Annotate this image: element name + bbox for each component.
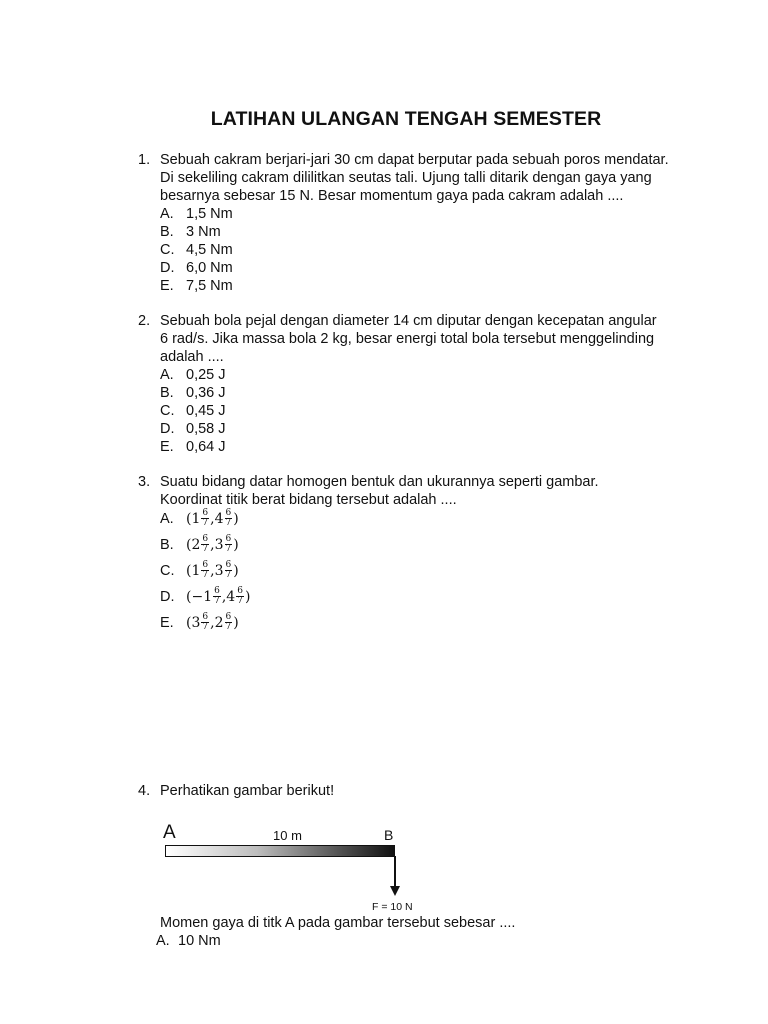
- fraction-denominator: 7: [225, 622, 232, 632]
- option-text: 0,25 J: [186, 367, 226, 383]
- fraction-denominator: 7: [202, 518, 209, 528]
- coordinate-expression: [186, 535, 239, 554]
- fraction-numerator: 6: [202, 560, 209, 570]
- open-paren: (: [186, 536, 192, 553]
- question-line: Di sekeliling cakram dililitkan seutas tali. Ujung talli ditarik dengan gaya yang: [160, 170, 652, 186]
- option-letter: A.: [160, 206, 174, 222]
- option-a[interactable]: [160, 509, 460, 535]
- option-e[interactable]: [160, 613, 460, 639]
- force-arrow-shaft: [394, 856, 396, 888]
- close-paren: ): [233, 510, 239, 527]
- question-number: 3.: [138, 474, 151, 490]
- option-text: 1,5 Nm: [186, 206, 233, 222]
- question-number: 1.: [138, 152, 151, 168]
- x-whole: 3: [191, 614, 201, 631]
- close-paren: ): [233, 562, 239, 579]
- close-paren: ): [233, 536, 239, 553]
- option-list: [160, 205, 460, 295]
- fraction-numerator: 6: [237, 586, 243, 596]
- fraction: [201, 535, 209, 554]
- fraction-numerator: 6: [214, 586, 220, 596]
- fraction-denominator: 7: [237, 596, 243, 606]
- separator: ,: [210, 614, 215, 631]
- fraction-denominator: 7: [202, 570, 209, 580]
- option-d[interactable]: [160, 420, 460, 438]
- fraction-denominator: 7: [225, 518, 232, 528]
- question-line: Koordinat titik berat bidang tersebut adalah ....: [160, 492, 457, 508]
- question-text: [160, 312, 700, 366]
- fraction: [236, 587, 244, 606]
- fraction: [225, 561, 233, 580]
- label-b: B: [384, 827, 394, 843]
- fraction: [225, 509, 233, 528]
- question-line: 6 rad/s. Jika massa bola 2 kg, besar energi total bola tersebut menggelinding: [160, 331, 655, 347]
- option-text: 0,45 J: [186, 403, 226, 419]
- label-a: A: [163, 822, 176, 843]
- question-text: Momen gaya di titk A pada gambar tersebut sebesar ....: [160, 915, 516, 931]
- option-text: 10 Nm: [178, 933, 221, 949]
- fraction-numerator: 6: [225, 560, 232, 570]
- option-letter: E.: [160, 614, 174, 631]
- option-text: 4,5 Nm: [186, 242, 233, 258]
- question-number: 2.: [138, 313, 151, 329]
- y-whole: 3: [214, 536, 224, 553]
- option-letter: C.: [160, 242, 175, 258]
- option-letter: A.: [160, 510, 174, 527]
- coordinate-expression: [186, 509, 239, 528]
- fraction-denominator: 7: [202, 544, 209, 554]
- option-letter: B.: [160, 224, 174, 240]
- separator: ,: [210, 562, 215, 579]
- option-letter: C.: [160, 562, 175, 579]
- fraction: [225, 613, 233, 632]
- fraction: [201, 509, 209, 528]
- option-b[interactable]: [160, 223, 460, 241]
- option-e[interactable]: [160, 277, 460, 295]
- option-text: 0,64 J: [186, 439, 226, 455]
- option-letter: B.: [160, 385, 174, 401]
- force-label: F = 10 N: [372, 901, 413, 913]
- option-d[interactable]: [160, 259, 460, 277]
- question-line: besarnya sebesar 15 N. Besar momentum gaya pada cakram adalah ....: [160, 188, 624, 204]
- x-whole: 1: [191, 510, 201, 527]
- fraction-numerator: 6: [225, 534, 232, 544]
- option-letter: E.: [160, 278, 174, 294]
- question-number: 4.: [138, 783, 151, 799]
- option-list: [160, 509, 460, 639]
- fraction: [213, 587, 221, 606]
- open-paren: (: [186, 510, 192, 527]
- fraction-numerator: 6: [202, 508, 209, 518]
- separator: ,: [221, 588, 227, 605]
- fraction-numerator: 6: [202, 534, 209, 544]
- length-label: 10 m: [273, 828, 302, 843]
- coordinate-expression: [186, 587, 250, 606]
- fraction-numerator: 6: [202, 612, 209, 622]
- x-whole: −1: [191, 588, 213, 605]
- option-a[interactable]: [156, 932, 456, 950]
- option-letter: D.: [160, 588, 175, 605]
- open-paren: (: [186, 562, 192, 579]
- option-text: 7,5 Nm: [186, 278, 233, 294]
- y-whole: 3: [214, 562, 224, 579]
- open-paren: (: [186, 588, 192, 605]
- option-d[interactable]: [160, 587, 460, 613]
- question-line: Suatu bidang datar homogen bentuk dan ukurannya seperti gambar.: [160, 474, 599, 490]
- separator: ,: [210, 510, 215, 527]
- coordinate-expression: [186, 613, 239, 632]
- y-whole: 2: [214, 614, 224, 631]
- option-letter: A.: [156, 933, 170, 949]
- fraction-denominator: 7: [202, 622, 209, 632]
- option-text: 0,58 J: [186, 421, 226, 437]
- x-whole: 1: [191, 562, 201, 579]
- fraction-denominator: 7: [225, 570, 232, 580]
- option-letter: B.: [160, 536, 174, 553]
- fraction-denominator: 7: [225, 544, 232, 554]
- open-paren: (: [186, 614, 192, 631]
- fraction: [201, 561, 209, 580]
- question-line: Sebuah bola pejal dengan diameter 14 cm diputar dengan kecepatan angular: [160, 313, 657, 329]
- fraction: [225, 535, 233, 554]
- fraction-denominator: 7: [214, 596, 220, 606]
- close-paren: ): [244, 588, 251, 605]
- close-paren: ): [233, 614, 239, 631]
- option-text: 6,0 Nm: [186, 260, 233, 276]
- question-text: [160, 151, 700, 205]
- beam-bar: [165, 845, 395, 857]
- option-text: 3 Nm: [186, 224, 221, 240]
- option-letter: E.: [160, 439, 174, 455]
- option-letter: A.: [160, 367, 174, 383]
- option-b[interactable]: [160, 535, 460, 561]
- option-b[interactable]: [160, 384, 460, 402]
- option-list: [156, 932, 456, 950]
- option-a[interactable]: [160, 205, 460, 223]
- y-whole: 4: [226, 588, 236, 605]
- page-title: LATIHAN ULANGAN TENGAH SEMESTER: [210, 108, 602, 130]
- option-letter: D.: [160, 260, 175, 276]
- option-list: [160, 366, 460, 456]
- question-line: Sebuah cakram berjari-jari 30 cm dapat berputar pada sebuah poros mendatar.: [160, 152, 669, 168]
- fraction-numerator: 6: [225, 612, 232, 622]
- x-whole: 2: [191, 536, 201, 553]
- y-whole: 4: [214, 510, 224, 527]
- option-e[interactable]: [160, 438, 460, 456]
- question-text: [160, 473, 700, 509]
- question-line: adalah ....: [160, 349, 224, 365]
- option-letter: C.: [160, 403, 175, 419]
- option-a[interactable]: [160, 366, 460, 384]
- separator: ,: [210, 536, 215, 553]
- option-c[interactable]: [160, 402, 460, 420]
- fraction-numerator: 6: [225, 508, 232, 518]
- fraction: [201, 613, 209, 632]
- question-text: [160, 782, 700, 800]
- coordinate-expression: [186, 561, 239, 580]
- force-arrow-icon: [390, 886, 400, 896]
- option-letter: D.: [160, 421, 175, 437]
- option-c[interactable]: [160, 241, 460, 259]
- option-text: 0,36 J: [186, 385, 226, 401]
- option-c[interactable]: [160, 561, 460, 587]
- question-line: Perhatikan gambar berikut!: [160, 783, 335, 799]
